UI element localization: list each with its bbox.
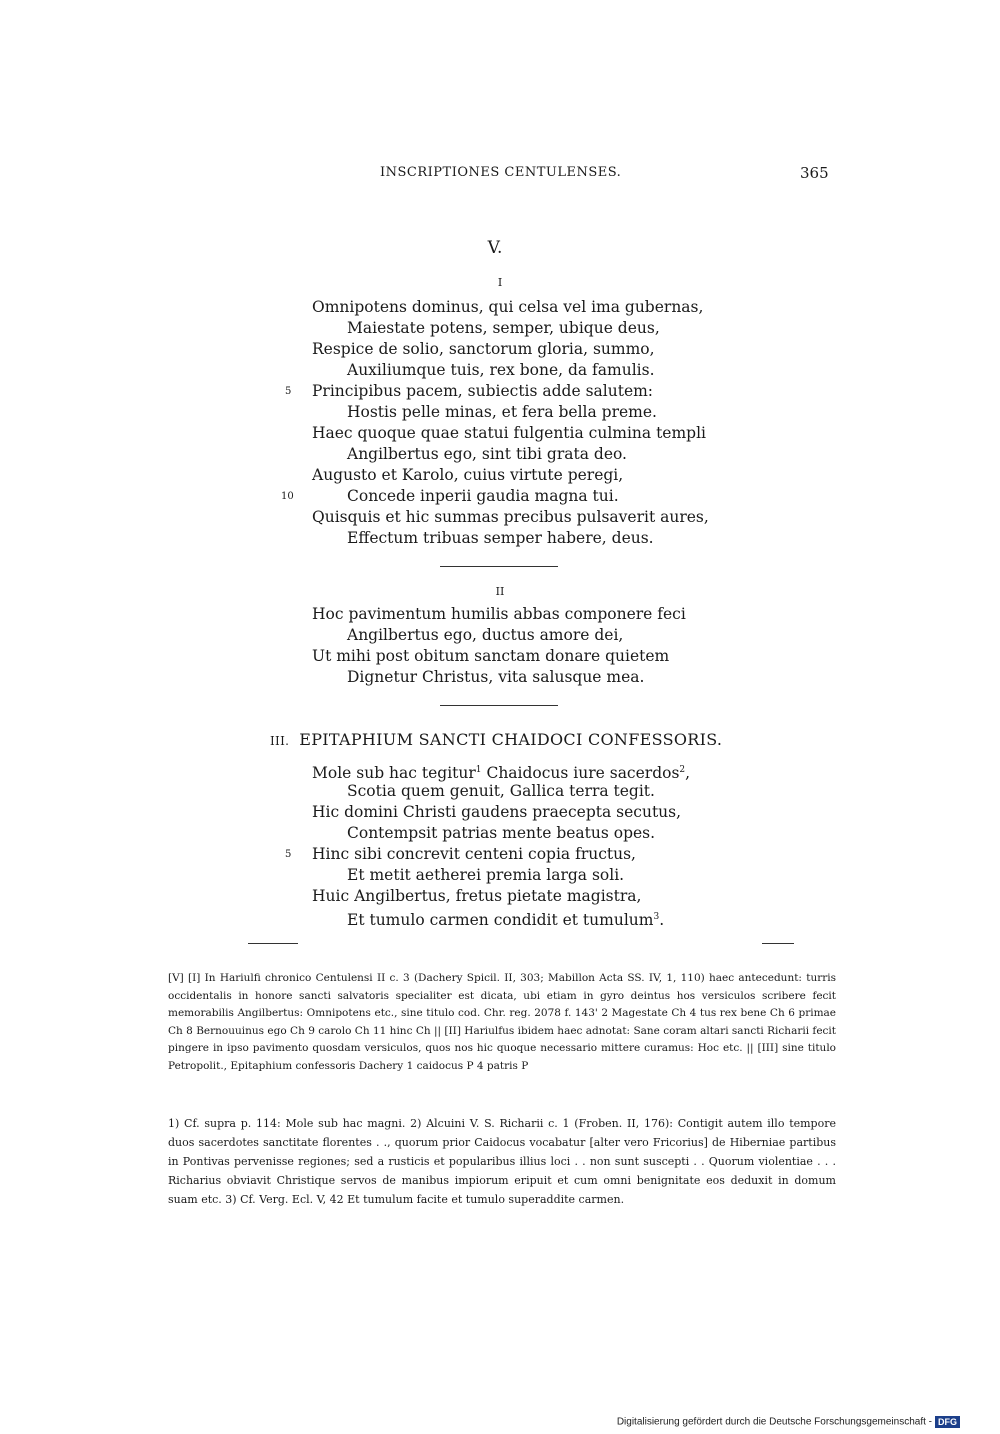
part-number-2: II: [495, 585, 505, 598]
footnotes: [168, 1114, 836, 1209]
verse-line: Angilbertus ego, sint tibi grata deo.: [347, 445, 627, 463]
section-heading: [270, 730, 722, 749]
footnote-ref: 1: [475, 765, 482, 775]
footnote-ref: 2: [679, 765, 686, 775]
verse-line: Hic domini Christi gaudens praecepta secutus,: [312, 803, 682, 821]
verse-line: Contempsit patrias mente beatus opes.: [347, 824, 656, 842]
verse-line: Hostis pelle minas, et fera bella preme.: [347, 403, 657, 421]
divider: [440, 566, 558, 567]
verse-line: Omnipotens dominus, qui celsa vel ima gubernas,: [312, 298, 704, 316]
verse-text: Et tumulo carmen condidit et tumulum: [347, 911, 654, 930]
verse-line: Haec quoque quae statui fulgentia culmina templi: [312, 424, 707, 442]
verse-punct: .: [659, 911, 665, 930]
verse-line: Principibus pacem, subiectis adde salutem:: [312, 382, 654, 400]
apparatus-text: [V] [I] In Hariulfi chronico Centulensi II c. 3 (Dachery Spicil. II, 303; Mabillon Acta SS. IV, 1, 110) haec antecedunt: turris occidentalis in honore sancti salvatoris specialiter est dicata, ubi etiam in gyro deintus hos versiculos scribere fecit memorabilis Angilbertus: Omnipotens etc., sine titulo cod. Chr. reg. 2078 f. 143' 2 Magestate Ch 4 tus rex bene Ch 6 primae Ch 8 Bernouuinus ego Ch 9 carolo Ch 11 hinc Ch || [II] Hariulfus ibidem haec adnotat: Sane coram altari sancti Richarii fecit pingere in ipso pavimento quosdam versiculos, quos nos hic quoque necessario mittere curamus: Hoc etc. || [III] sine titulo Petropolit., Epitaphium confessoris Dachery 1 caidocus P 4 patris P: [168, 972, 836, 1072]
running-header-title: INSCRIPTIONES CENTULENSES.: [380, 165, 622, 180]
verse-line: Hoc pavimentum humilis abbas componere feci: [312, 605, 686, 623]
critical-apparatus: [168, 970, 836, 1075]
verse-line: Dignetur Christus, vita salusque mea.: [347, 668, 645, 686]
verse-line: Hinc sibi concrevit centeni copia fructus,: [312, 845, 636, 863]
verse-line: Scotia quem genuit, Gallica terra tegit.: [347, 782, 655, 800]
digitization-footer: [617, 1416, 960, 1428]
divider: [440, 705, 558, 706]
divider: [762, 943, 794, 944]
verse-line: Concede inperii gaudia magna tui.: [347, 487, 619, 505]
line-number: 5: [285, 849, 292, 860]
verse-line: Augusto et Karolo, cuius virtute peregi,: [312, 466, 624, 484]
footnote-ref: 3: [653, 912, 660, 922]
footer-text: Digitalisierung gefördert durch die Deutsche Forschungsgemeinschaft -: [616, 1416, 932, 1428]
heading-title: EPITAPHIUM SANCTI CHAIDOCI CONFESSORIS.: [299, 730, 723, 749]
verse-line: Quisquis et hic summas precibus pulsaverit aures,: [312, 508, 709, 526]
part-number-3: III.: [270, 734, 290, 748]
verse-text: Mole sub hac tegitur: [312, 764, 476, 783]
verse-line: [347, 907, 664, 930]
verse-line: [312, 760, 690, 783]
line-number: 10: [281, 491, 294, 502]
part-number-1: I: [497, 276, 503, 289]
verse-punct: ,: [685, 764, 691, 783]
verse-line: Ut mihi post obitum sanctam donare quietem: [312, 647, 670, 665]
section-number: V.: [487, 238, 503, 258]
verse-text: Chaidocus iure sacerdos: [486, 764, 680, 783]
verse-line: Respice de solio, sanctorum gloria, summo,: [312, 340, 655, 358]
footnote-text: 1) Cf. supra p. 114: Mole sub hac magni. 2) Alcuini V. S. Richarii c. 1 (Froben. II, 176): Contigit autem illo tempore duos sacerdotes sanctitate florentes . ., quorum prior Caidocus vocabatur [alter vero Fricorius] de Hiberniae partibus in Pontivas pervenisse regiones; sed a rusticis et popularibus illius loci . . non sunt suscepti . . Quorum violentiae . . . Richarius obviavit Christique servos de manibus impiorum eripuit et cum omni benignitate eos deduxit in domum suam etc. 3) Cf. Verg. Ecl. V, 42 Et tumulum facite et tumulo superaddite carmen.: [168, 1117, 836, 1206]
line-number: 5: [285, 386, 292, 397]
verse-line: Et metit aetherei premia larga soli.: [347, 866, 625, 884]
divider: [248, 943, 298, 944]
page-number: 365: [800, 164, 829, 182]
verse-line: Huic Angilbertus, fretus pietate magistra,: [312, 887, 642, 905]
verse-line: Angilbertus ego, ductus amore dei,: [347, 626, 624, 644]
verse-line: Maiestate potens, semper, ubique deus,: [347, 319, 660, 337]
verse-line: Effectum tribuas semper habere, deus.: [347, 529, 654, 547]
verse-line: Auxiliumque tuis, rex bone, da famulis.: [347, 361, 655, 379]
dfg-logo: DFG: [935, 1416, 960, 1428]
